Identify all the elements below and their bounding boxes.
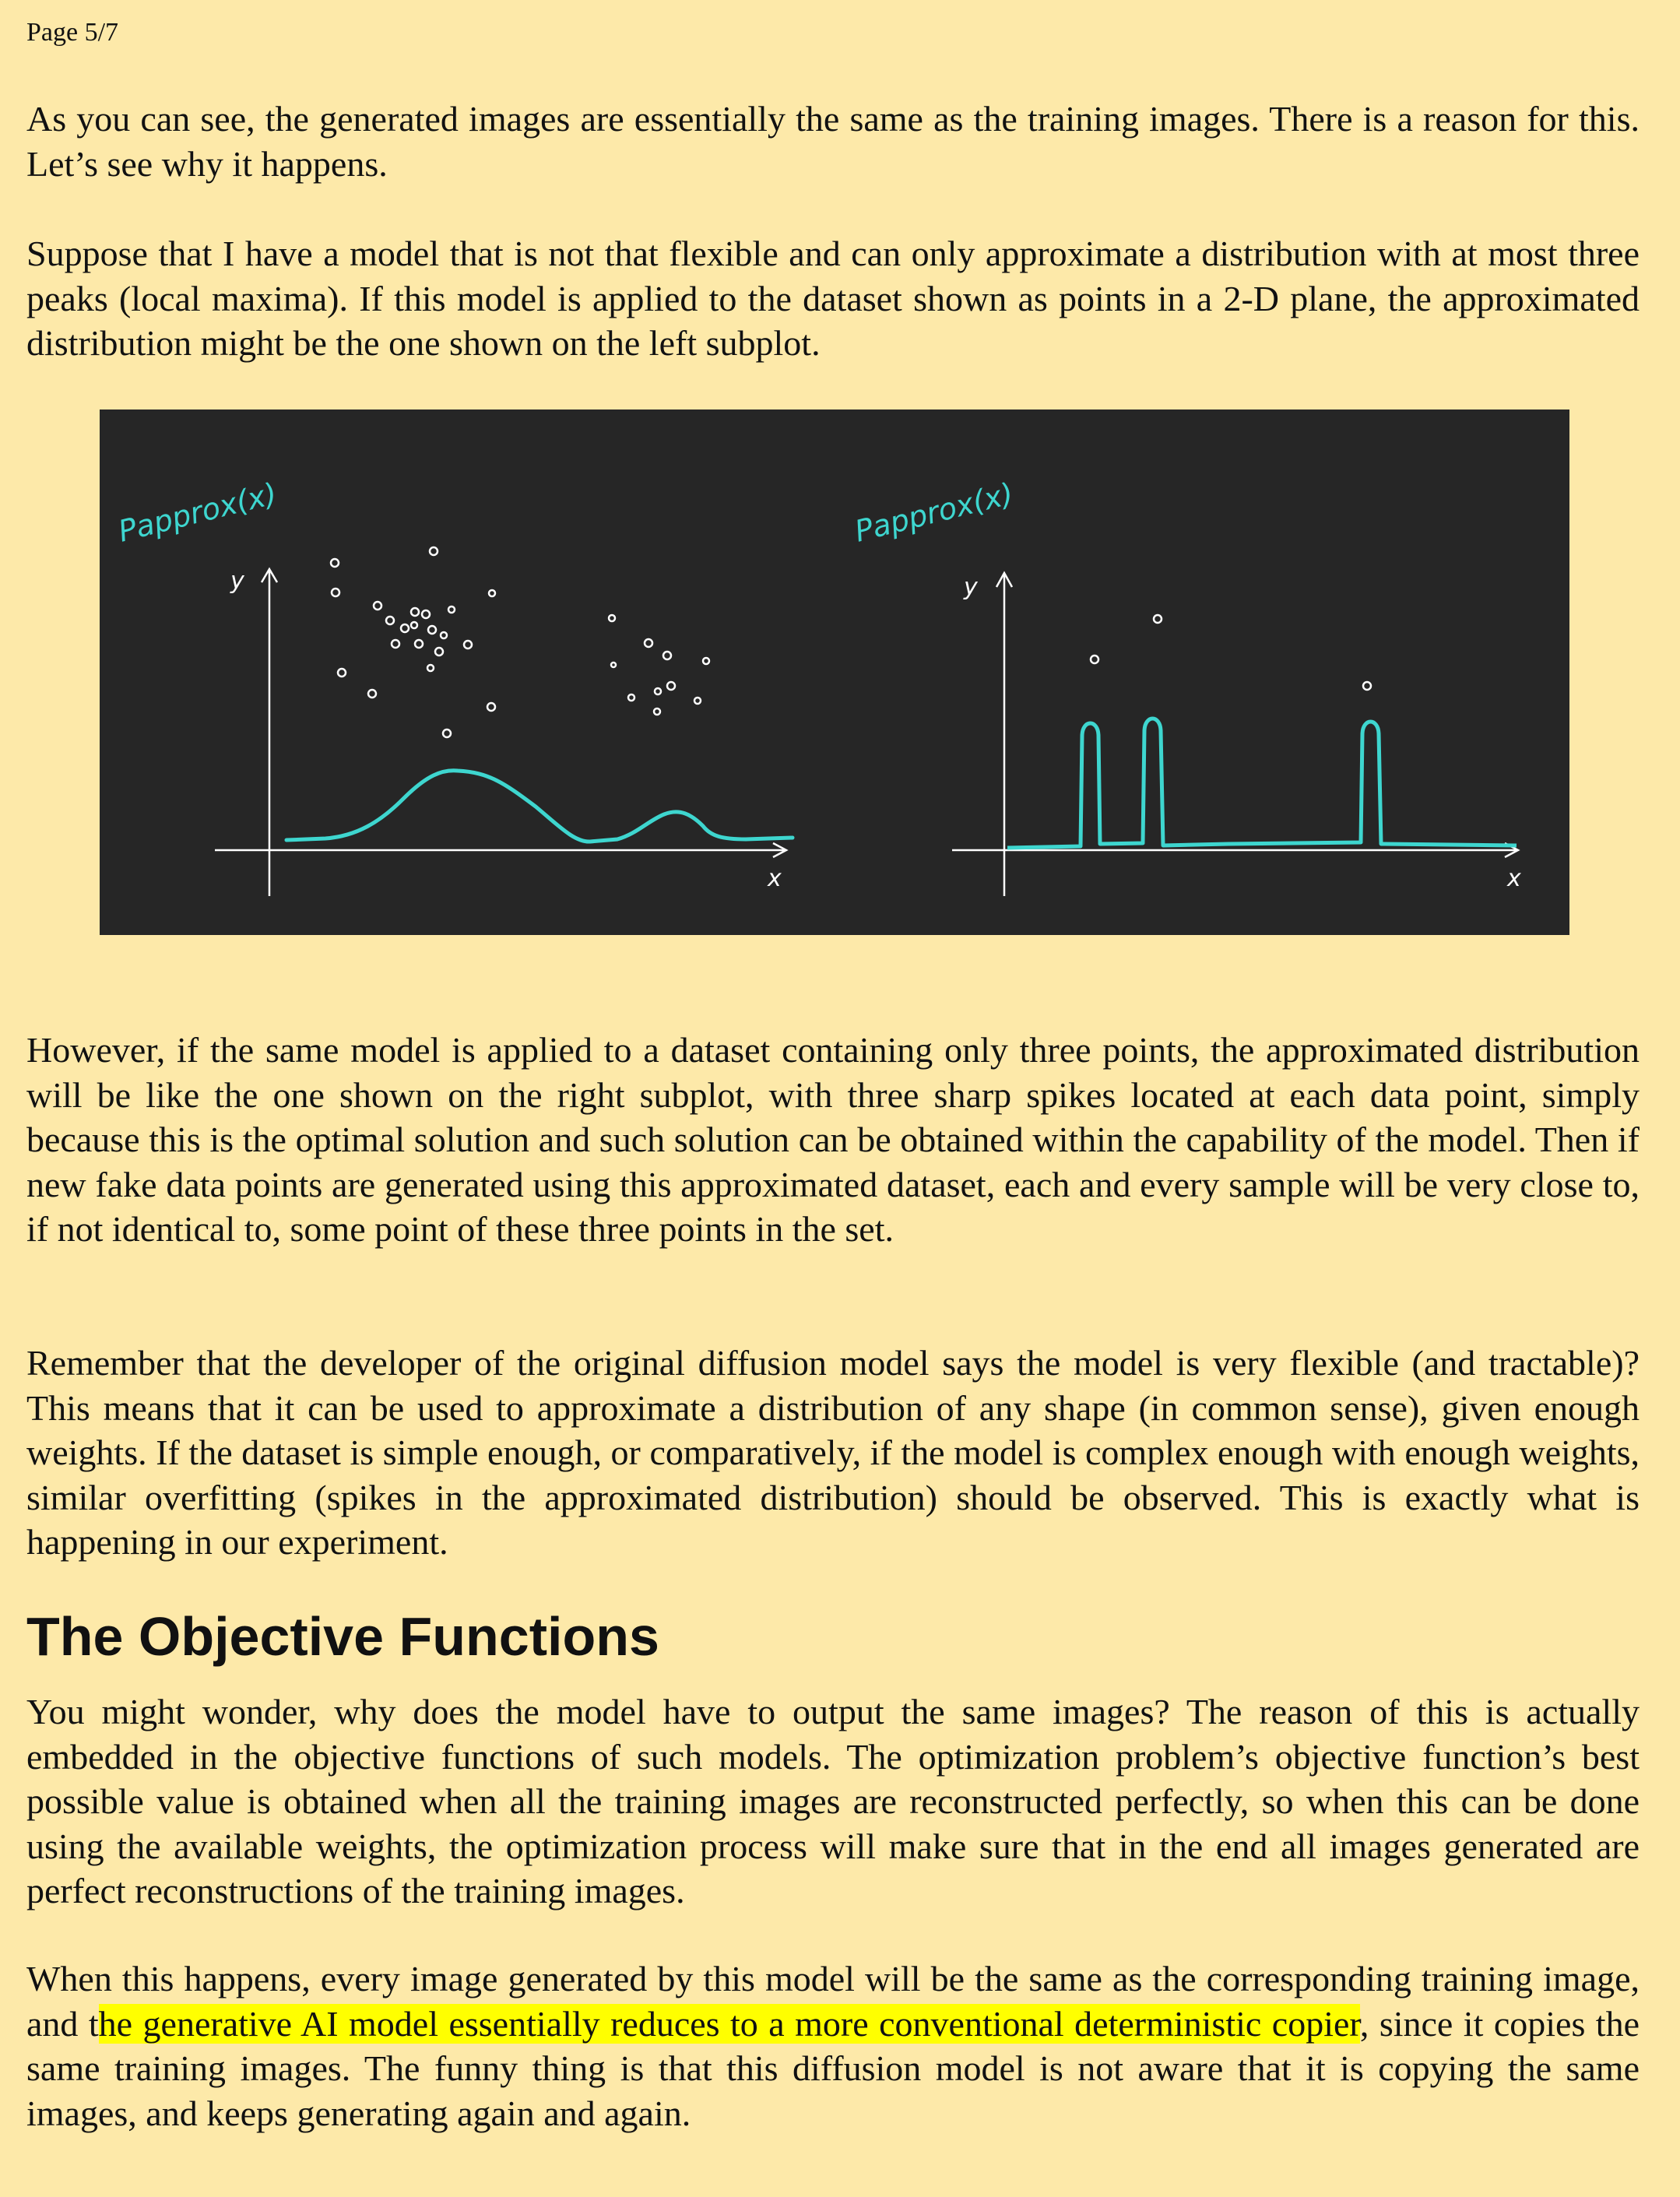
left-subplot [115, 476, 793, 896]
section-heading: The Objective Functions [26, 1606, 659, 1667]
left-y-label: y [230, 568, 244, 595]
right-density-spikes [1007, 719, 1517, 848]
distribution-figure [100, 410, 1569, 935]
page-number: Page 5/7 [26, 18, 119, 47]
left-title: Papprox(x) [114, 476, 280, 549]
right-title: Papprox(x) [851, 476, 1017, 549]
paragraph-copier [26, 1956, 1640, 2135]
left-density-curve [286, 771, 793, 842]
highlighted-text: he generative AI model essentially reduces to a more conventional deterministic copier [98, 2003, 1360, 2044]
copier-text-start: When this happens, every image generated by this model will be the same as the corresponding training image, and t [26, 1959, 1640, 2044]
paragraph-intro: As you can see, the generated images are essentially the same as the training images. There is a reason for this. Let’s see why it happens. [26, 99, 1640, 184]
right-data-points [1091, 615, 1371, 690]
right-x-label: x [1507, 865, 1521, 892]
right-subplot [852, 476, 1521, 896]
distribution-sketch [100, 410, 1569, 935]
left-data-points [331, 547, 709, 737]
paragraph-flexibility: Remember that the developer of the original diffusion model says the model is very flexible (and tractable)? This means that it can be used to approximate a distribution of any shape (in common sense), given enough weights. If the dataset is simple enough, or comparatively, if the model is complex enough with enough weights, similar overfitting (spikes in the approximated distribution) should be observed. This is exactly what is happening in our experiment. [26, 1343, 1640, 1562]
paragraph-flexible-model: Suppose that I have a model that is not that flexible and can only approximate a distribution with at most three peaks (local maxima). If this model is applied to the dataset shown as points in a 2-D plane, the approximated distribution might be the one shown on the left subplot. [26, 234, 1640, 363]
paragraph-three-points: However, if the same model is applied to a dataset containing only three points, the approximated distribution will be like the one shown on the right subplot, with three sharp spikes located at each data point, simply because this is the optimal solution and such solution can be obtained within the capability of the model. Then if new fake data points are generated using this approximated dataset, each and every sample will be very close to, if not identical to, some point of these three points in the set. [26, 1030, 1640, 1249]
paragraph-objective-function: You might wonder, why does the model have to output the same images? The reason of this is actually embedded in the objective functions of such models. The optimization problem’s objective function’s best possible value is obtained when all the training images are reconstructed perfectly, so when this can be done using the available weights, the optimization process will make sure that in the end all images generated are perfect reconstructions of the training images. [26, 1692, 1640, 1911]
left-x-label: x [768, 865, 782, 892]
right-y-label: y [964, 574, 978, 601]
copier-text-end: , since it copies the same training images. The funny thing is that this diffusion model is not aware that it is copying the same images, and keeps generating again and again. [26, 2003, 1640, 2133]
